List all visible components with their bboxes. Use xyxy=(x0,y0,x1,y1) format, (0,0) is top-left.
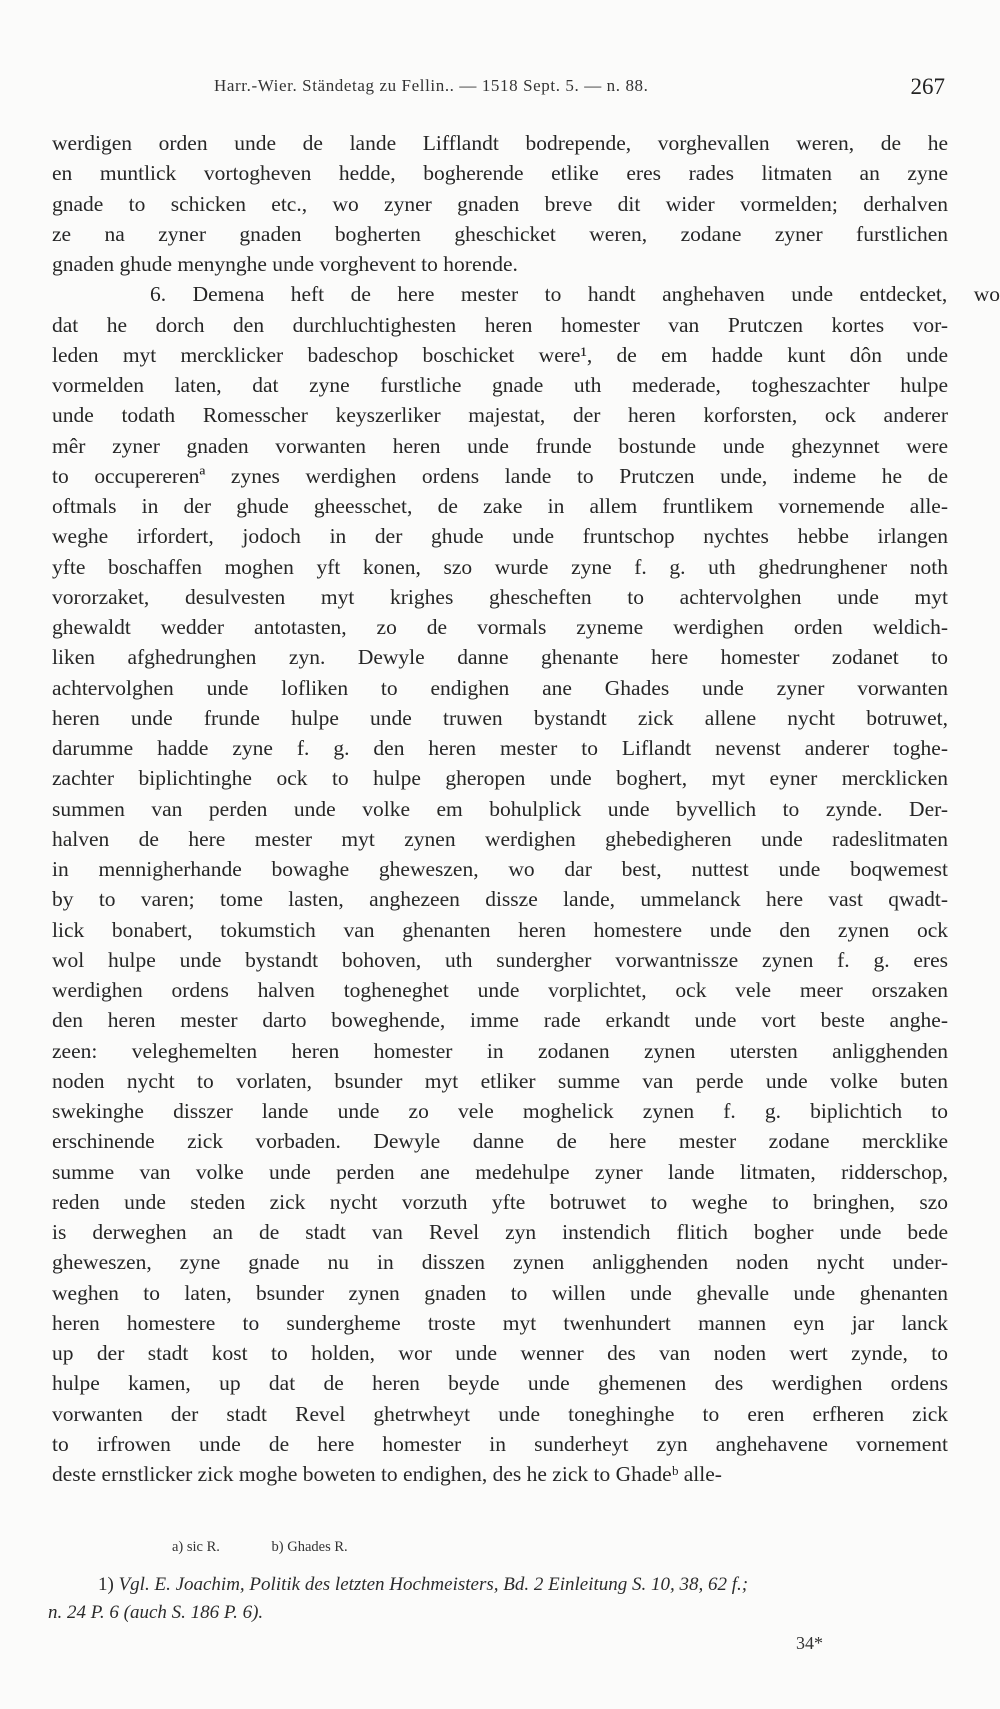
text-line: heren homestere to sundergheme troste myt twenhundert mannen eyn jar lanck xyxy=(52,1310,948,1335)
text-line: up der stadt kost to holden, wor unde wenner des van noden wert zynde, to xyxy=(52,1341,948,1365)
text-line: ze na zyner gnaden bogherten gheschicket weren, zodane zyner furstlichen xyxy=(52,221,948,246)
text-line: gnaden ghude menynghe unde vorghevent to horende. xyxy=(52,252,518,276)
text-line: summe van volke unde perden ane medehulpe zyner lande litmaten, ridderschop, xyxy=(52,1159,948,1184)
footnote-text-line-1: Vgl. E. Joachim, Politik des letzten Hochmeisters, Bd. 2 Einleitung S. 10, 38, 62 f.; xyxy=(118,1574,749,1595)
text-line: wol hulpe unde bystandt bohoven, uth sundergher vorwantnissze zynen f. g. eres xyxy=(52,947,948,972)
textual-notes xyxy=(172,1539,396,1556)
text-line: leden myt mercklicker badeschop boschicket were¹, de em hadde kunt dôn unde xyxy=(52,342,948,367)
footnote-number: 1) xyxy=(98,1574,114,1595)
text-line: heren unde frunde hulpe unde truwen bystandt zick allene nycht botruwet, xyxy=(52,705,948,730)
text-line: vororzaket, desulvesten myt krighes ghescheften to achtervolghen unde myt xyxy=(52,584,948,609)
text-line: werdigen orden unde de lande Lifflandt bodrepende, vorghevallen weren, de he xyxy=(52,131,948,155)
text-line: werdighen ordens halven togheneghet unde vorplichtet, ock vele meer orszaken xyxy=(52,978,948,1002)
text-line: ghewaldt wedder antotasten, zo de vormals zyneme werdighen orden weldich- xyxy=(52,615,948,639)
text-line: dat he dorch den durchluchtighesten heren homester van Prutczen kortes vor- xyxy=(52,312,948,337)
text-line: weghe irfordert, jodoch in der ghude unde fruntschop nychtes hebbe irlangen xyxy=(52,524,948,549)
text-line: weghen to laten, bsunder zynen gnaden to willen unde ghevalle unde ghenanten xyxy=(52,1280,948,1305)
footnote-1-continuation xyxy=(48,1599,263,1627)
text-line: den heren mester darto boweghende, imme rade erkandt unde vort beste anghe- xyxy=(52,1008,948,1033)
text-line: 6. Demena heft de here mester to handt anghehaven unde entdecket, wo xyxy=(150,282,1000,307)
text-line: halven de here mester myt zynen werdighen ghebedigheren unde radeslitmaten xyxy=(52,826,948,851)
text-line: reden unde steden zick nycht vorzuth yfte botruwet to weghe to bringhen, szo xyxy=(52,1189,948,1214)
text-line: by to varen; tome lasten, anghezeen dissze lande, ummelanck here vast qwadt- xyxy=(52,887,948,912)
text-line: oftmals in der ghude gheesschet, de zake in allem fruntlikem vornemende alle- xyxy=(52,494,948,518)
sheet-signature: 34* xyxy=(796,1633,823,1653)
text-line: zeen: veleghemelten heren homester in zodanen zynen utersten anligghenden xyxy=(52,1038,948,1063)
text-line: to irfrowen unde de here homester in sunderheyt zyn anghehavene vornement xyxy=(52,1431,948,1456)
text-line: swekinghe disszer lande unde zo vele moghelick zynen f. g. biplichtich to xyxy=(52,1099,948,1123)
text-line: en muntlick vortogheven hedde, bogherende etlike eres rades litmaten an zyne xyxy=(52,161,948,186)
textual-note-b: b) Ghades R. xyxy=(271,1539,348,1555)
textual-note-a: a) sic R. xyxy=(172,1539,220,1555)
text-line: zachter biplichtinghe ock to hulpe gheropen unde boghert, myt eyner mercklicken xyxy=(52,766,948,791)
page-number: 267 xyxy=(910,74,945,99)
text-line: noden nycht to vorlaten, bsunder myt etliker summe van perde unde volke buten xyxy=(52,1068,948,1093)
text-line: yfte boschaffen moghen yft konen, szo wurde zyne f. g. uth ghedrunghener noth xyxy=(52,554,948,579)
text-line: to occupererenª zynes werdighen ordens lande to Prutczen unde, indeme he de xyxy=(52,463,948,488)
text-line: liken afghedrunghen zyn. Dewyle danne ghenante here homester zodanet to xyxy=(52,645,948,670)
text-line: deste ernstlicker zick moghe boweten to endighen, des he zick to Ghadeᵇ alle- xyxy=(52,1462,722,1486)
text-line: mêr zyner gnaden vorwanten heren unde frunde bostunde unde ghezynnet were xyxy=(52,433,948,458)
text-line: in mennigherhande bowaghe gheweszen, wo dar best, nuttest unde boqwemest xyxy=(52,857,948,881)
running-title: Harr.-Wier. Ständetag zu Fellin.. — 1518 Sept. 5. — n. 88. xyxy=(214,76,649,95)
text-line: is derweghen an de stadt van Revel zyn instendich flitich bogher unde bede xyxy=(52,1220,948,1244)
text-line: summen van perden unde volke em bohulplick unde byvellich to zynde. Der- xyxy=(52,796,948,821)
text-line: vormelden laten, dat zyne furstliche gnade uth mederade, togheszachter hulpe xyxy=(52,373,948,397)
text-line: lick bonabert, tokumstich van ghenanten heren homestere unde den zynen ock xyxy=(52,917,948,942)
text-line: darumme hadde zyne f. g. den heren mester to Liflandt nevenst anderer toghe- xyxy=(52,736,948,760)
text-line: hulpe kamen, up dat de heren beyde unde ghemenen des werdighen ordens xyxy=(52,1371,948,1396)
footnote-text-line-2: n. 24 P. 6 (auch S. 186 P. 6). xyxy=(48,1602,264,1623)
text-line: gnade to schicken etc., wo zyner gnaden breve dit wider vormelden; derhalven xyxy=(52,191,948,216)
text-line: gheweszen, zyne gnade nu in disszen zynen anligghenden noden nycht under- xyxy=(52,1250,948,1275)
text-line: vorwanten der stadt Revel ghetrwheyt unde toneghinghe to eren erfheren zick xyxy=(52,1401,948,1426)
text-line: erschinende zick vorbaden. Dewyle danne de here mester zodane mercklike xyxy=(52,1129,948,1154)
footnote-1 xyxy=(98,1571,748,1599)
text-line: achtervolghen unde lofliken to endighen ane Ghades unde zyner vorwanten xyxy=(52,675,948,700)
text-line: unde todath Romesscher keyszerliker majestat, der heren korforsten, ock anderer xyxy=(52,403,948,428)
